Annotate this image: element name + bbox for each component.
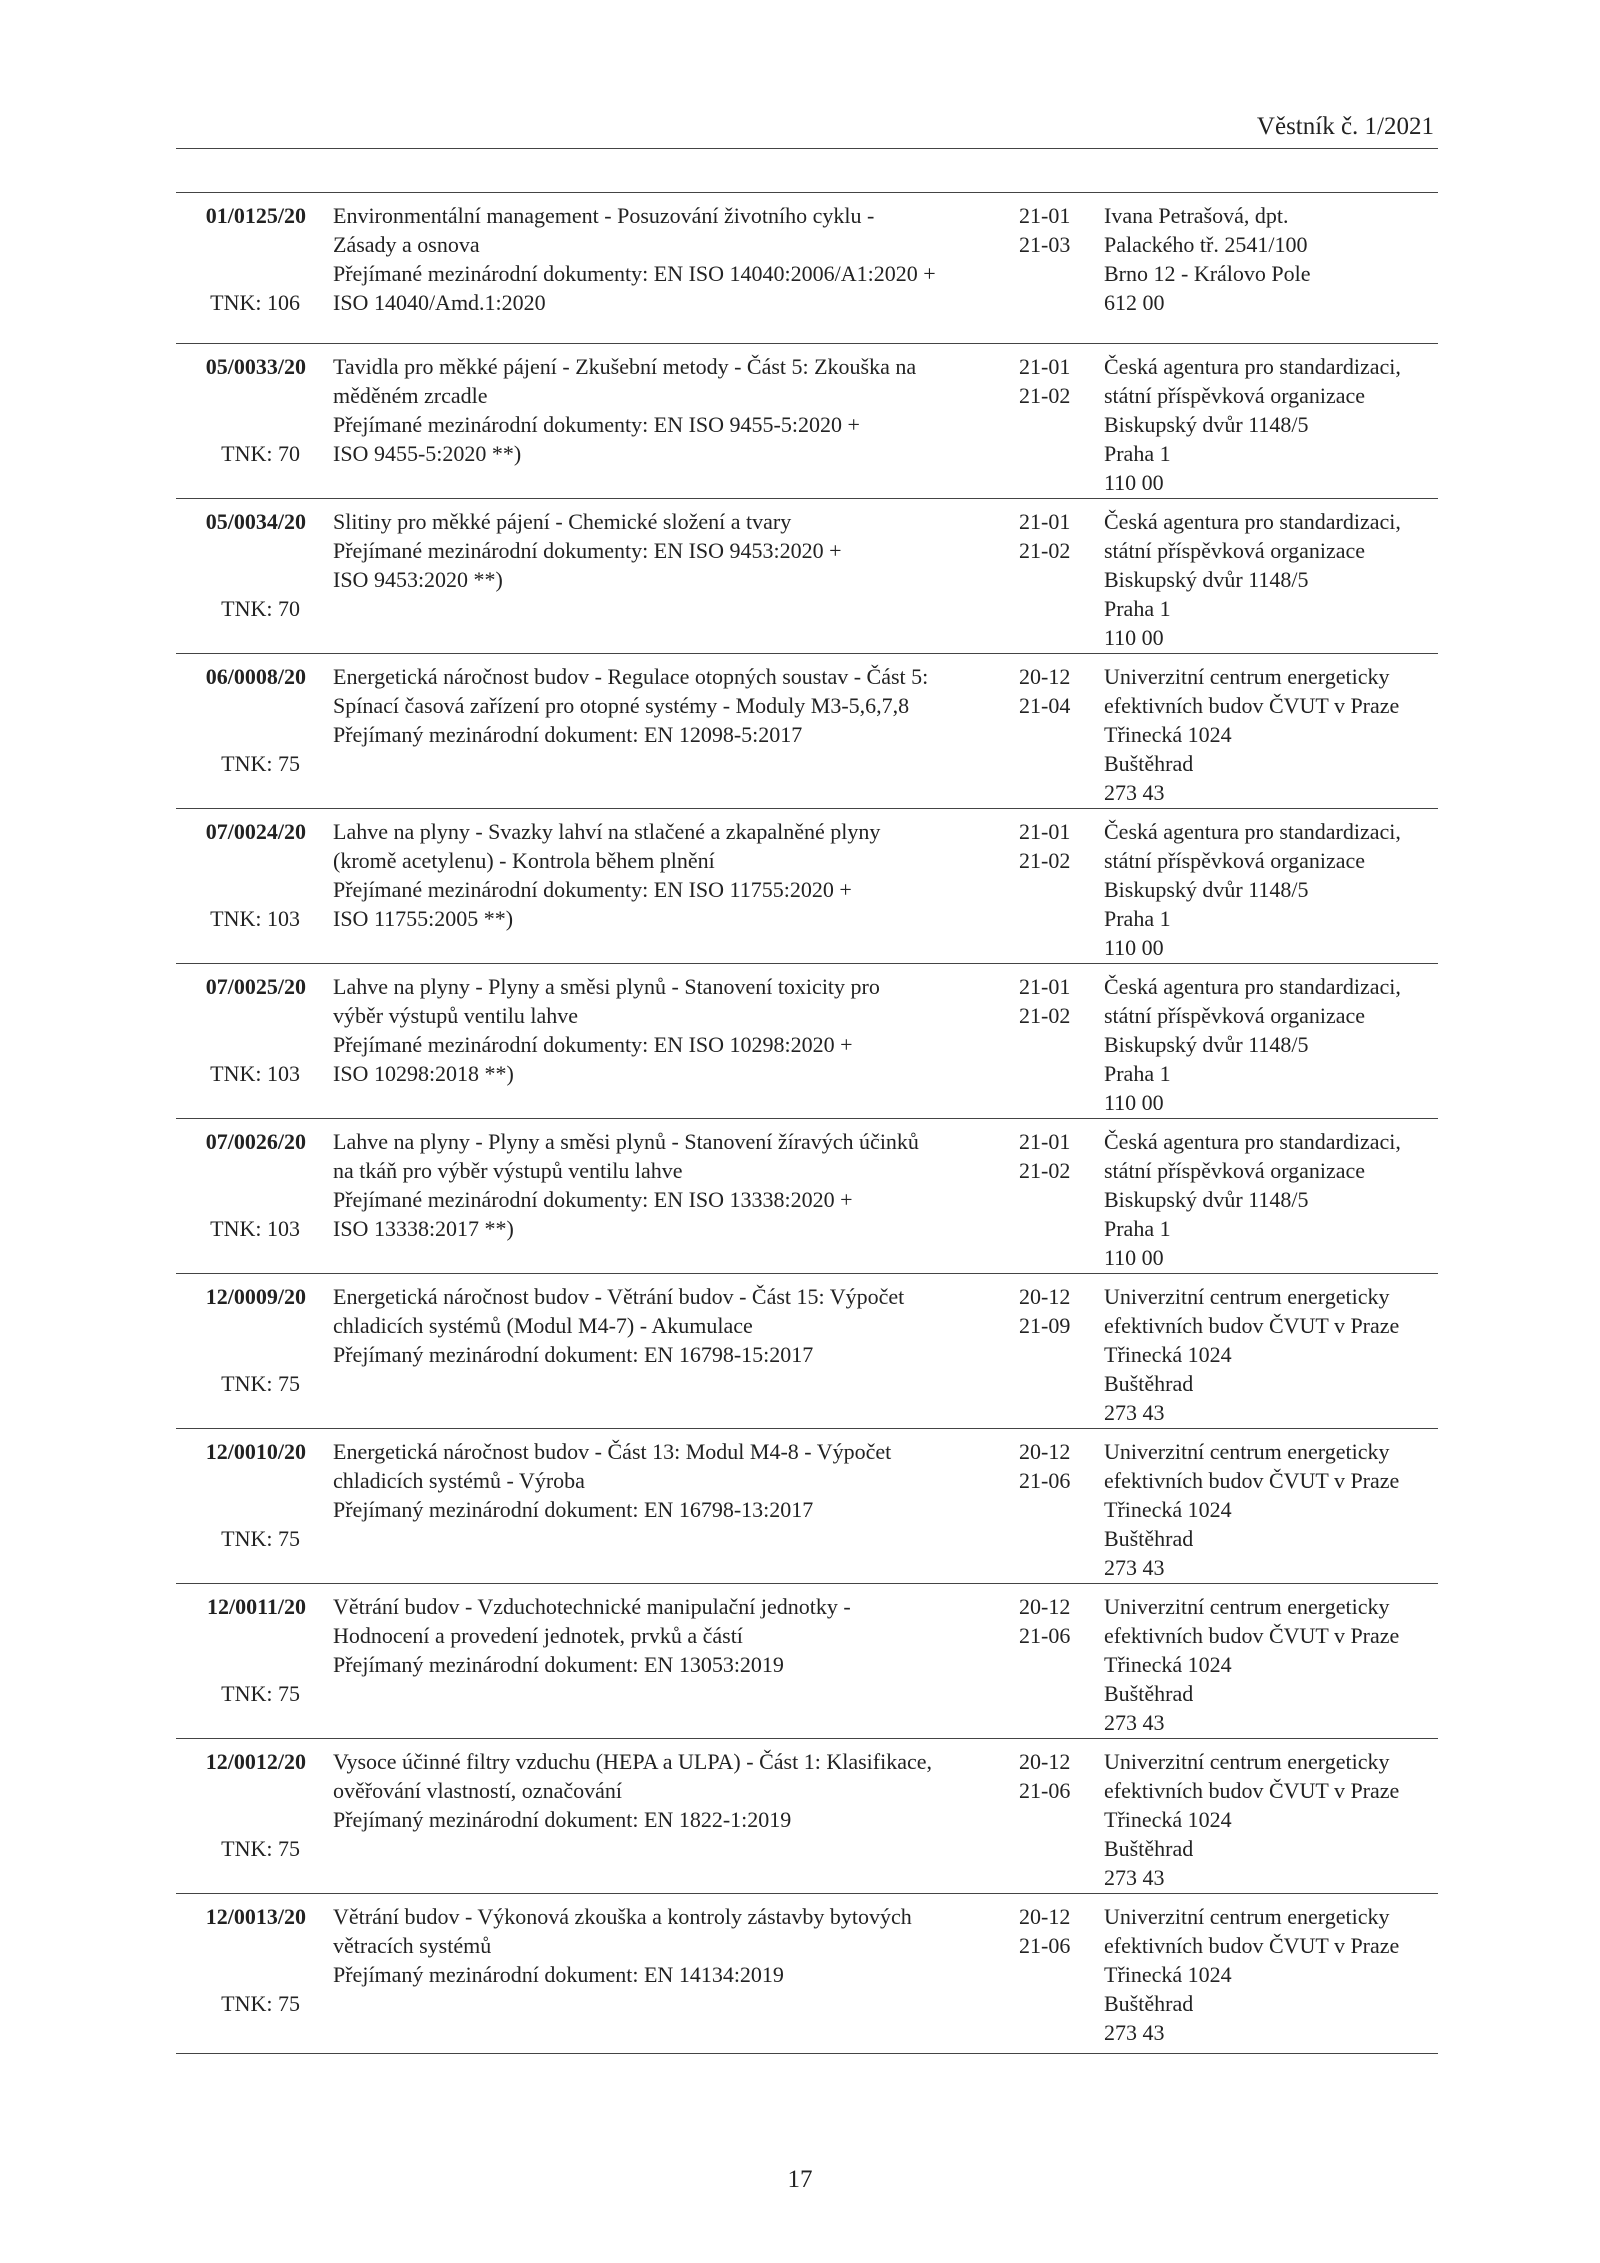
description-line: (kromě acetylenu) - Kontrola během plnění — [333, 848, 715, 873]
processor-address — [1104, 507, 1438, 652]
address-line: Třinecká 1024 — [1104, 1962, 1232, 1987]
processor-address — [1104, 1437, 1438, 1582]
address-line: 612 00 — [1104, 290, 1165, 315]
date-value: 21-01 — [1019, 1129, 1071, 1154]
dates-column — [1019, 1282, 1099, 1340]
address-line: Praha 1 — [1104, 441, 1171, 466]
processor-address — [1104, 1902, 1438, 2047]
address-line: Česká agentura pro standardizaci, — [1104, 974, 1401, 999]
address-line: efektivních budov ČVUT v Praze — [1104, 1623, 1400, 1648]
description-line: Přejímané mezinárodní dokumenty: EN ISO 11755:2020 + — [333, 877, 852, 902]
processor-address — [1104, 352, 1438, 497]
address-line: efektivních budov ČVUT v Praze — [1104, 1933, 1400, 1958]
address-line: Praha 1 — [1104, 1061, 1171, 1086]
standard-number: 12/0010/20 — [205, 1439, 306, 1464]
page-number: 17 — [787, 2166, 813, 2193]
tnk-code: TNK: 106 — [210, 290, 300, 315]
dates-column — [1019, 507, 1099, 565]
address-line: Třinecká 1024 — [1104, 1652, 1232, 1677]
processor-address — [1104, 201, 1438, 317]
date-value: 20-12 — [1019, 1904, 1071, 1929]
table-row — [176, 1429, 1438, 1584]
date-value: 21-04 — [1019, 693, 1071, 718]
address-line: Česká agentura pro standardizaci, — [1104, 1129, 1401, 1154]
address-line: efektivních budov ČVUT v Praze — [1104, 693, 1400, 718]
address-line: Univerzitní centrum energeticky — [1104, 1749, 1390, 1774]
address-line: 110 00 — [1104, 625, 1164, 650]
description-line: měděném zrcadle — [333, 383, 488, 408]
address-line: Třinecká 1024 — [1104, 1497, 1232, 1522]
date-value: 21-01 — [1019, 509, 1071, 534]
description-line: Větrání budov - Vzduchotechnické manipulační jednotky - — [333, 1594, 851, 1619]
dates-column — [1019, 1127, 1099, 1185]
description-line: Přejímaný mezinárodní dokument: EN 12098-5:2017 — [333, 722, 803, 747]
standard-number: 12/0012/20 — [205, 1749, 306, 1774]
address-line: Biskupský dvůr 1148/5 — [1104, 412, 1309, 437]
description-line: Environmentální management - Posuzování životního cyklu - — [333, 203, 875, 228]
address-line: 273 43 — [1104, 1400, 1165, 1425]
tnk-code: TNK: 103 — [210, 906, 300, 931]
address-line: státní příspěvková organizace — [1104, 1003, 1366, 1028]
date-value: 21-02 — [1019, 1158, 1071, 1183]
date-value: 21-01 — [1019, 974, 1071, 999]
description-line: Energetická náročnost budov - Regulace otopných soustav - Část 5: — [333, 664, 929, 689]
address-line: Brno 12 - Královo Pole — [1104, 261, 1311, 286]
processor-address — [1104, 972, 1438, 1117]
table-row — [176, 344, 1438, 499]
description-line: Energetická náročnost budov - Část 13: Modul M4-8 - Výpočet — [333, 1439, 892, 1464]
table-row — [176, 1894, 1438, 2054]
date-value: 20-12 — [1019, 1284, 1071, 1309]
tnk-code: TNK: 75 — [221, 1371, 300, 1396]
date-value: 21-02 — [1019, 383, 1071, 408]
address-line: Třinecká 1024 — [1104, 1807, 1232, 1832]
date-value: 21-01 — [1019, 354, 1071, 379]
dates-column — [1019, 972, 1099, 1030]
standard-description — [333, 1902, 1003, 1989]
tnk-code: TNK: 75 — [221, 1836, 300, 1861]
address-line: Třinecká 1024 — [1104, 722, 1232, 747]
description-line: Větrání budov - Výkonová zkouška a kontroly zástavby bytových — [333, 1904, 912, 1929]
table-row — [176, 1584, 1438, 1739]
dates-column — [1019, 817, 1099, 875]
description-line: Přejímaný mezinárodní dokument: EN 16798-15:2017 — [333, 1342, 814, 1367]
address-line: Česká agentura pro standardizaci, — [1104, 819, 1401, 844]
tnk-code: TNK: 75 — [221, 1681, 300, 1706]
address-line: efektivních budov ČVUT v Praze — [1104, 1468, 1400, 1493]
description-line: Přejímaný mezinárodní dokument: EN 16798-13:2017 — [333, 1497, 814, 1522]
description-line: Lahve na plyny - Svazky lahví na stlačené a zkapalněné plyny — [333, 819, 881, 844]
address-line: státní příspěvková organizace — [1104, 383, 1366, 408]
description-line: Přejímané mezinárodní dokumenty: EN ISO 9453:2020 + — [333, 538, 842, 563]
standard-number: 12/0011/20 — [206, 1594, 306, 1619]
standards-table — [176, 192, 1438, 2054]
standard-description — [333, 201, 1003, 317]
description-line: Přejímané mezinárodní dokumenty: EN ISO 13338:2020 + — [333, 1187, 853, 1212]
tnk-code: TNK: 103 — [210, 1061, 300, 1086]
address-line: 110 00 — [1104, 1245, 1164, 1270]
address-line: Biskupský dvůr 1148/5 — [1104, 1187, 1309, 1212]
address-line: efektivních budov ČVUT v Praze — [1104, 1778, 1400, 1803]
address-line: Buštěhrad — [1104, 751, 1194, 776]
description-line: chladicích systémů (Modul M4-7) - Akumulace — [333, 1313, 753, 1338]
date-value: 20-12 — [1019, 1749, 1071, 1774]
date-value: 21-01 — [1019, 203, 1071, 228]
address-line: Třinecká 1024 — [1104, 1342, 1232, 1367]
tnk-code: TNK: 75 — [221, 751, 300, 776]
description-line: ISO 11755:2005 **) — [333, 906, 514, 931]
address-line: Buštěhrad — [1104, 1836, 1194, 1861]
standard-number: 07/0026/20 — [205, 1129, 306, 1154]
standard-description — [333, 1127, 1003, 1243]
standard-number: 07/0024/20 — [205, 819, 306, 844]
description-line: Vysoce účinné filtry vzduchu (HEPA a ULPA) - Část 1: Klasifikace, — [333, 1749, 932, 1774]
dates-column — [1019, 1437, 1099, 1495]
standard-number: 06/0008/20 — [205, 664, 306, 689]
address-line: 110 00 — [1104, 935, 1164, 960]
description-line: Lahve na plyny - Plyny a směsi plynů - Stanovení žíravých účinků — [333, 1129, 919, 1154]
standard-description — [333, 507, 1003, 594]
date-value: 21-06 — [1019, 1623, 1071, 1648]
table-row — [176, 1119, 1438, 1274]
date-value: 21-06 — [1019, 1933, 1071, 1958]
description-line: Lahve na plyny - Plyny a směsi plynů - Stanovení toxicity pro — [333, 974, 880, 999]
table-row — [176, 1274, 1438, 1429]
dates-column — [1019, 1592, 1099, 1650]
address-line: Biskupský dvůr 1148/5 — [1104, 567, 1309, 592]
table-row — [176, 809, 1438, 964]
description-line: Energetická náročnost budov - Větrání budov - Část 15: Výpočet — [333, 1284, 905, 1309]
bulletin-title: Věstník č. 1/2021 — [1256, 113, 1434, 140]
date-value: 20-12 — [1019, 1594, 1071, 1619]
address-line: Buštěhrad — [1104, 1991, 1194, 2016]
tnk-code: TNK: 75 — [221, 1991, 300, 2016]
address-line: 273 43 — [1104, 1555, 1165, 1580]
standard-description — [333, 1592, 1003, 1679]
tnk-code: TNK: 70 — [221, 596, 300, 621]
dates-column — [1019, 1747, 1099, 1805]
address-line: Biskupský dvůr 1148/5 — [1104, 1032, 1309, 1057]
address-line: Univerzitní centrum energeticky — [1104, 664, 1390, 689]
description-line: Přejímaný mezinárodní dokument: EN 13053:2019 — [333, 1652, 784, 1677]
address-line: Buštěhrad — [1104, 1371, 1194, 1396]
address-line: státní příspěvková organizace — [1104, 848, 1366, 873]
description-line: Spínací časová zařízení pro otopné systémy - Moduly M3-5,6,7,8 — [333, 693, 910, 718]
tnk-code: TNK: 103 — [210, 1216, 300, 1241]
table-row — [176, 654, 1438, 809]
address-line: 110 00 — [1104, 1090, 1164, 1115]
tnk-code: TNK: 70 — [221, 441, 300, 466]
address-line: 273 43 — [1104, 1710, 1165, 1735]
standard-description — [333, 817, 1003, 933]
table-row — [176, 964, 1438, 1119]
description-line: ISO 9453:2020 **) — [333, 567, 503, 592]
address-line: Univerzitní centrum energeticky — [1104, 1904, 1390, 1929]
description-line: větracích systémů — [333, 1933, 492, 1958]
processor-address — [1104, 817, 1438, 962]
address-line: Univerzitní centrum energeticky — [1104, 1594, 1390, 1619]
processor-address — [1104, 1282, 1438, 1427]
address-line: státní příspěvková organizace — [1104, 538, 1366, 563]
description-line: Přejímané mezinárodní dokumenty: EN ISO 14040:2006/A1:2020 + — [333, 261, 936, 286]
address-line: efektivních budov ČVUT v Praze — [1104, 1313, 1400, 1338]
date-value: 20-12 — [1019, 1439, 1071, 1464]
processor-address — [1104, 1747, 1438, 1892]
address-line: Buštěhrad — [1104, 1526, 1194, 1551]
tnk-code: TNK: 75 — [221, 1526, 300, 1551]
date-value: 21-02 — [1019, 848, 1071, 873]
date-value: 21-01 — [1019, 819, 1071, 844]
processor-address — [1104, 662, 1438, 807]
address-line: 273 43 — [1104, 2020, 1165, 2045]
address-line: Praha 1 — [1104, 596, 1171, 621]
table-row — [176, 1739, 1438, 1894]
address-line: 273 43 — [1104, 1865, 1165, 1890]
date-value: 21-09 — [1019, 1313, 1071, 1338]
standard-number: 01/0125/20 — [205, 203, 306, 228]
date-value: 21-03 — [1019, 232, 1071, 257]
description-line: Přejímaný mezinárodní dokument: EN 14134:2019 — [333, 1962, 784, 1987]
description-line: Přejímané mezinárodní dokumenty: EN ISO 9455-5:2020 + — [333, 412, 860, 437]
address-line: Univerzitní centrum energeticky — [1104, 1439, 1390, 1464]
date-value: 21-06 — [1019, 1778, 1071, 1803]
description-line: ISO 13338:2017 **) — [333, 1216, 514, 1241]
description-line: Hodnocení a provedení jednotek, prvků a částí — [333, 1623, 743, 1648]
date-value: 20-12 — [1019, 664, 1071, 689]
standard-number: 05/0033/20 — [205, 354, 306, 379]
date-value: 21-06 — [1019, 1468, 1071, 1493]
standard-description — [333, 352, 1003, 468]
address-line: Palackého tř. 2541/100 — [1104, 232, 1308, 257]
date-value: 21-02 — [1019, 1003, 1071, 1028]
standard-description — [333, 972, 1003, 1088]
description-line: ISO 14040/Amd.1:2020 — [333, 290, 546, 315]
address-line: Ivana Petrašová, dpt. — [1104, 203, 1289, 228]
description-line: Přejímané mezinárodní dokumenty: EN ISO 10298:2020 + — [333, 1032, 853, 1057]
description-line: na tkáň pro výběr výstupů ventilu lahve — [333, 1158, 683, 1183]
table-row — [176, 499, 1438, 654]
standard-description — [333, 1437, 1003, 1524]
dates-column — [1019, 201, 1099, 259]
standard-number: 05/0034/20 — [205, 509, 306, 534]
address-line: Praha 1 — [1104, 1216, 1171, 1241]
standard-number: 07/0025/20 — [205, 974, 306, 999]
standard-description — [333, 1282, 1003, 1369]
dates-column — [1019, 1902, 1099, 1960]
standard-description — [333, 1747, 1003, 1834]
description-line: Zásady a osnova — [333, 232, 480, 257]
description-line: Tavidla pro měkké pájení - Zkušební metody - Část 5: Zkouška na — [333, 354, 917, 379]
date-value: 21-02 — [1019, 538, 1071, 563]
description-line: výběr výstupů ventilu lahve — [333, 1003, 579, 1028]
description-line: Slitiny pro měkké pájení - Chemické složení a tvary — [333, 509, 792, 534]
dates-column — [1019, 352, 1099, 410]
description-line: ISO 9455-5:2020 **) — [333, 441, 522, 466]
standard-number: 12/0013/20 — [205, 1904, 306, 1929]
address-line: Univerzitní centrum energeticky — [1104, 1284, 1390, 1309]
address-line: Praha 1 — [1104, 906, 1171, 931]
description-line: ISO 10298:2018 **) — [333, 1061, 514, 1086]
address-line: 273 43 — [1104, 780, 1165, 805]
address-line: Česká agentura pro standardizaci, — [1104, 354, 1401, 379]
table-row — [176, 193, 1438, 344]
standard-description — [333, 662, 1003, 749]
processor-address — [1104, 1127, 1438, 1272]
page-header — [176, 112, 1438, 149]
description-line: Přejímaný mezinárodní dokument: EN 1822-1:2019 — [333, 1807, 792, 1832]
description-line: chladicích systémů - Výroba — [333, 1468, 585, 1493]
address-line: Česká agentura pro standardizaci, — [1104, 509, 1401, 534]
standard-number: 12/0009/20 — [205, 1284, 306, 1309]
address-line: státní příspěvková organizace — [1104, 1158, 1366, 1183]
description-line: ověřování vlastností, označování — [333, 1778, 622, 1803]
address-line: Biskupský dvůr 1148/5 — [1104, 877, 1309, 902]
address-line: 110 00 — [1104, 470, 1164, 495]
processor-address — [1104, 1592, 1438, 1737]
dates-column — [1019, 662, 1099, 720]
address-line: Buštěhrad — [1104, 1681, 1194, 1706]
